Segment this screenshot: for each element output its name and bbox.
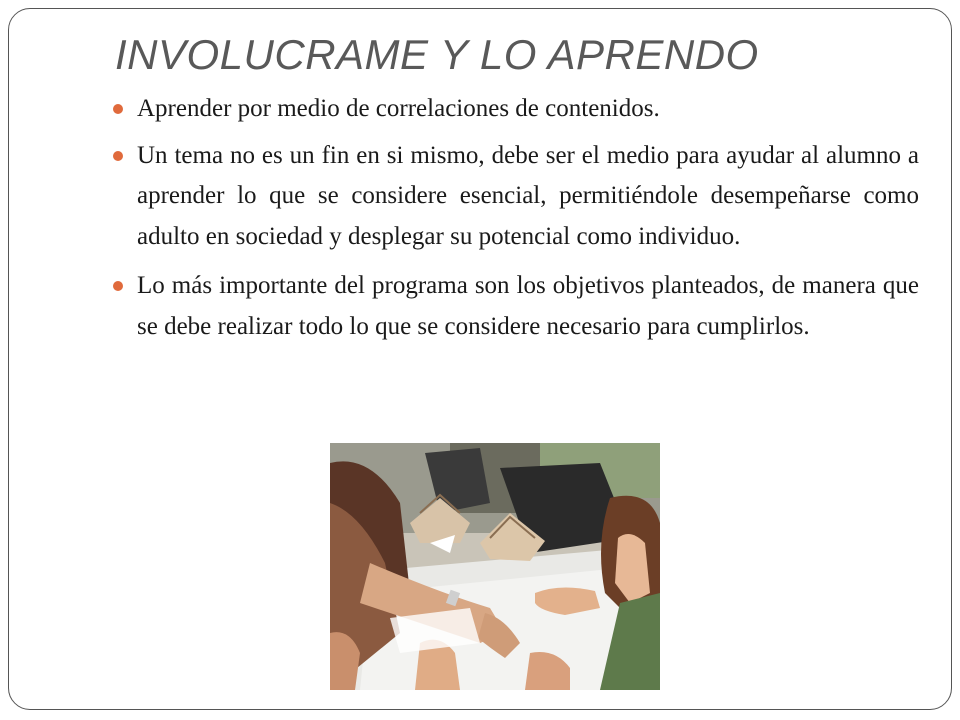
bullet-text: Un tema no es un fin en si mismo, debe ser el medio para ayudar al alumno a aprender lo que se considere esencial, permitiéndole desempeñarse como adulto en sociedad y desplegar su potencial como individuo.: [137, 141, 919, 250]
bullet-text: Lo más importante del programa son los objetivos planteados, de manera que se debe realizar todo lo que se considere necesario para cumplirlos.: [137, 272, 919, 340]
bullet-text: Aprender por medio de correlaciones de contenidos.: [137, 95, 660, 122]
bullet-dot-icon: [113, 151, 123, 161]
slide-title: INVOLUCRAME Y LO APRENDO: [115, 31, 759, 78]
classroom-photo: [330, 443, 660, 690]
bullet-list: [113, 89, 919, 347]
bullet-item: [113, 136, 919, 258]
bullet-dot-icon: [113, 104, 123, 114]
bullet-item: [113, 89, 919, 130]
bullet-dot-icon: [113, 281, 123, 291]
bullet-item: [113, 266, 919, 347]
